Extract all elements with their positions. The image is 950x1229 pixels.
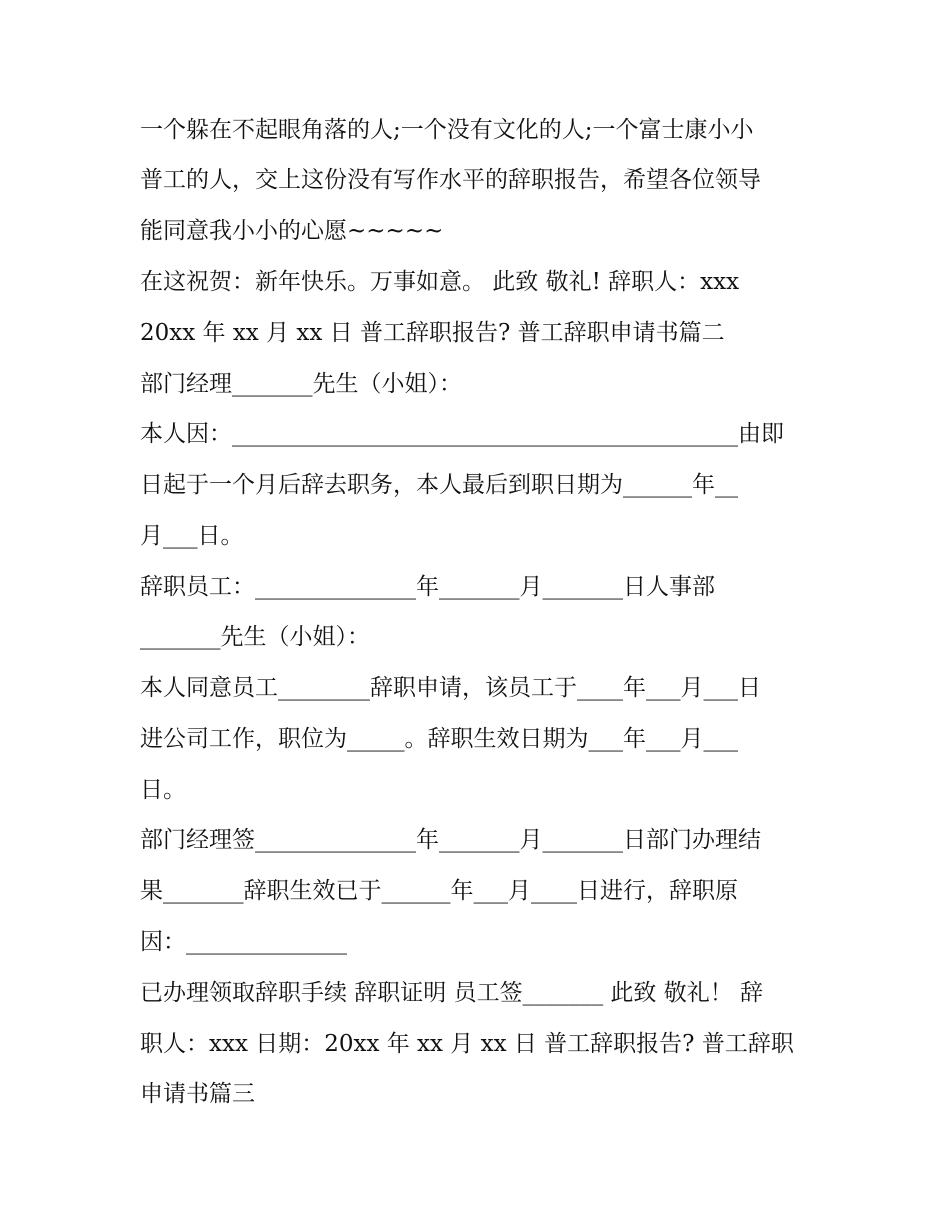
- text-line-11: _______先生（小姐）：: [140, 624, 370, 650]
- text-line-14: 日。: [140, 777, 186, 803]
- text-line-5: 20xx 年 xx 月 xx 日 普工辞职报告? 普工辞职申请书篇二: [140, 320, 725, 346]
- text-line-17: 因：______________: [140, 929, 347, 955]
- text-line-20: 申请书篇三: [140, 1081, 255, 1107]
- text-line-10: 辞职员工：______________年_______月_______日人事部: [140, 574, 715, 600]
- text-line-3: 能同意我小小的心愿~~~~~: [140, 218, 444, 244]
- text-line-16: 果_______辞职生效已于______年___月____日进行，辞职原: [140, 878, 738, 904]
- text-line-1: 一个躲在不起眼角落的人;一个没有文化的人;一个富士康小小: [140, 117, 754, 143]
- text-line-15: 部门经理签______________年_______月_______日部门办理结: [140, 827, 761, 853]
- text-line-2: 普工的人，交上这份没有写作水平的辞职报告，希望各位领导: [140, 167, 761, 193]
- text-line-13: 进公司工作，职位为_____。辞职生效日期为___年___月___: [140, 726, 738, 752]
- text-line-18: 已办理领取辞职手续 辞职证明 员工签_______ 此致 敬礼！ 辞: [140, 980, 764, 1006]
- text-line-19: 职人：xxx 日期：20xx 年 xx 月 xx 日 普工辞职报告? 普工辞职: [140, 1031, 794, 1057]
- text-line-4: 在这祝贺：新年快乐。万事如意。 此致 敬礼! 辞职人：xxx: [140, 269, 740, 295]
- text-line-7: 本人因：____________________________________________由即: [140, 421, 784, 447]
- text-line-12: 本人同意员工________辞职申请，该员工于____年___月___日: [140, 675, 761, 701]
- text-line-9: 月___日。: [140, 523, 244, 549]
- text-line-6: 部门经理_______先生（小姐）：: [140, 371, 462, 397]
- text-line-8: 日起于一个月后辞去职务，本人最后到职日期为______年__: [140, 472, 738, 498]
